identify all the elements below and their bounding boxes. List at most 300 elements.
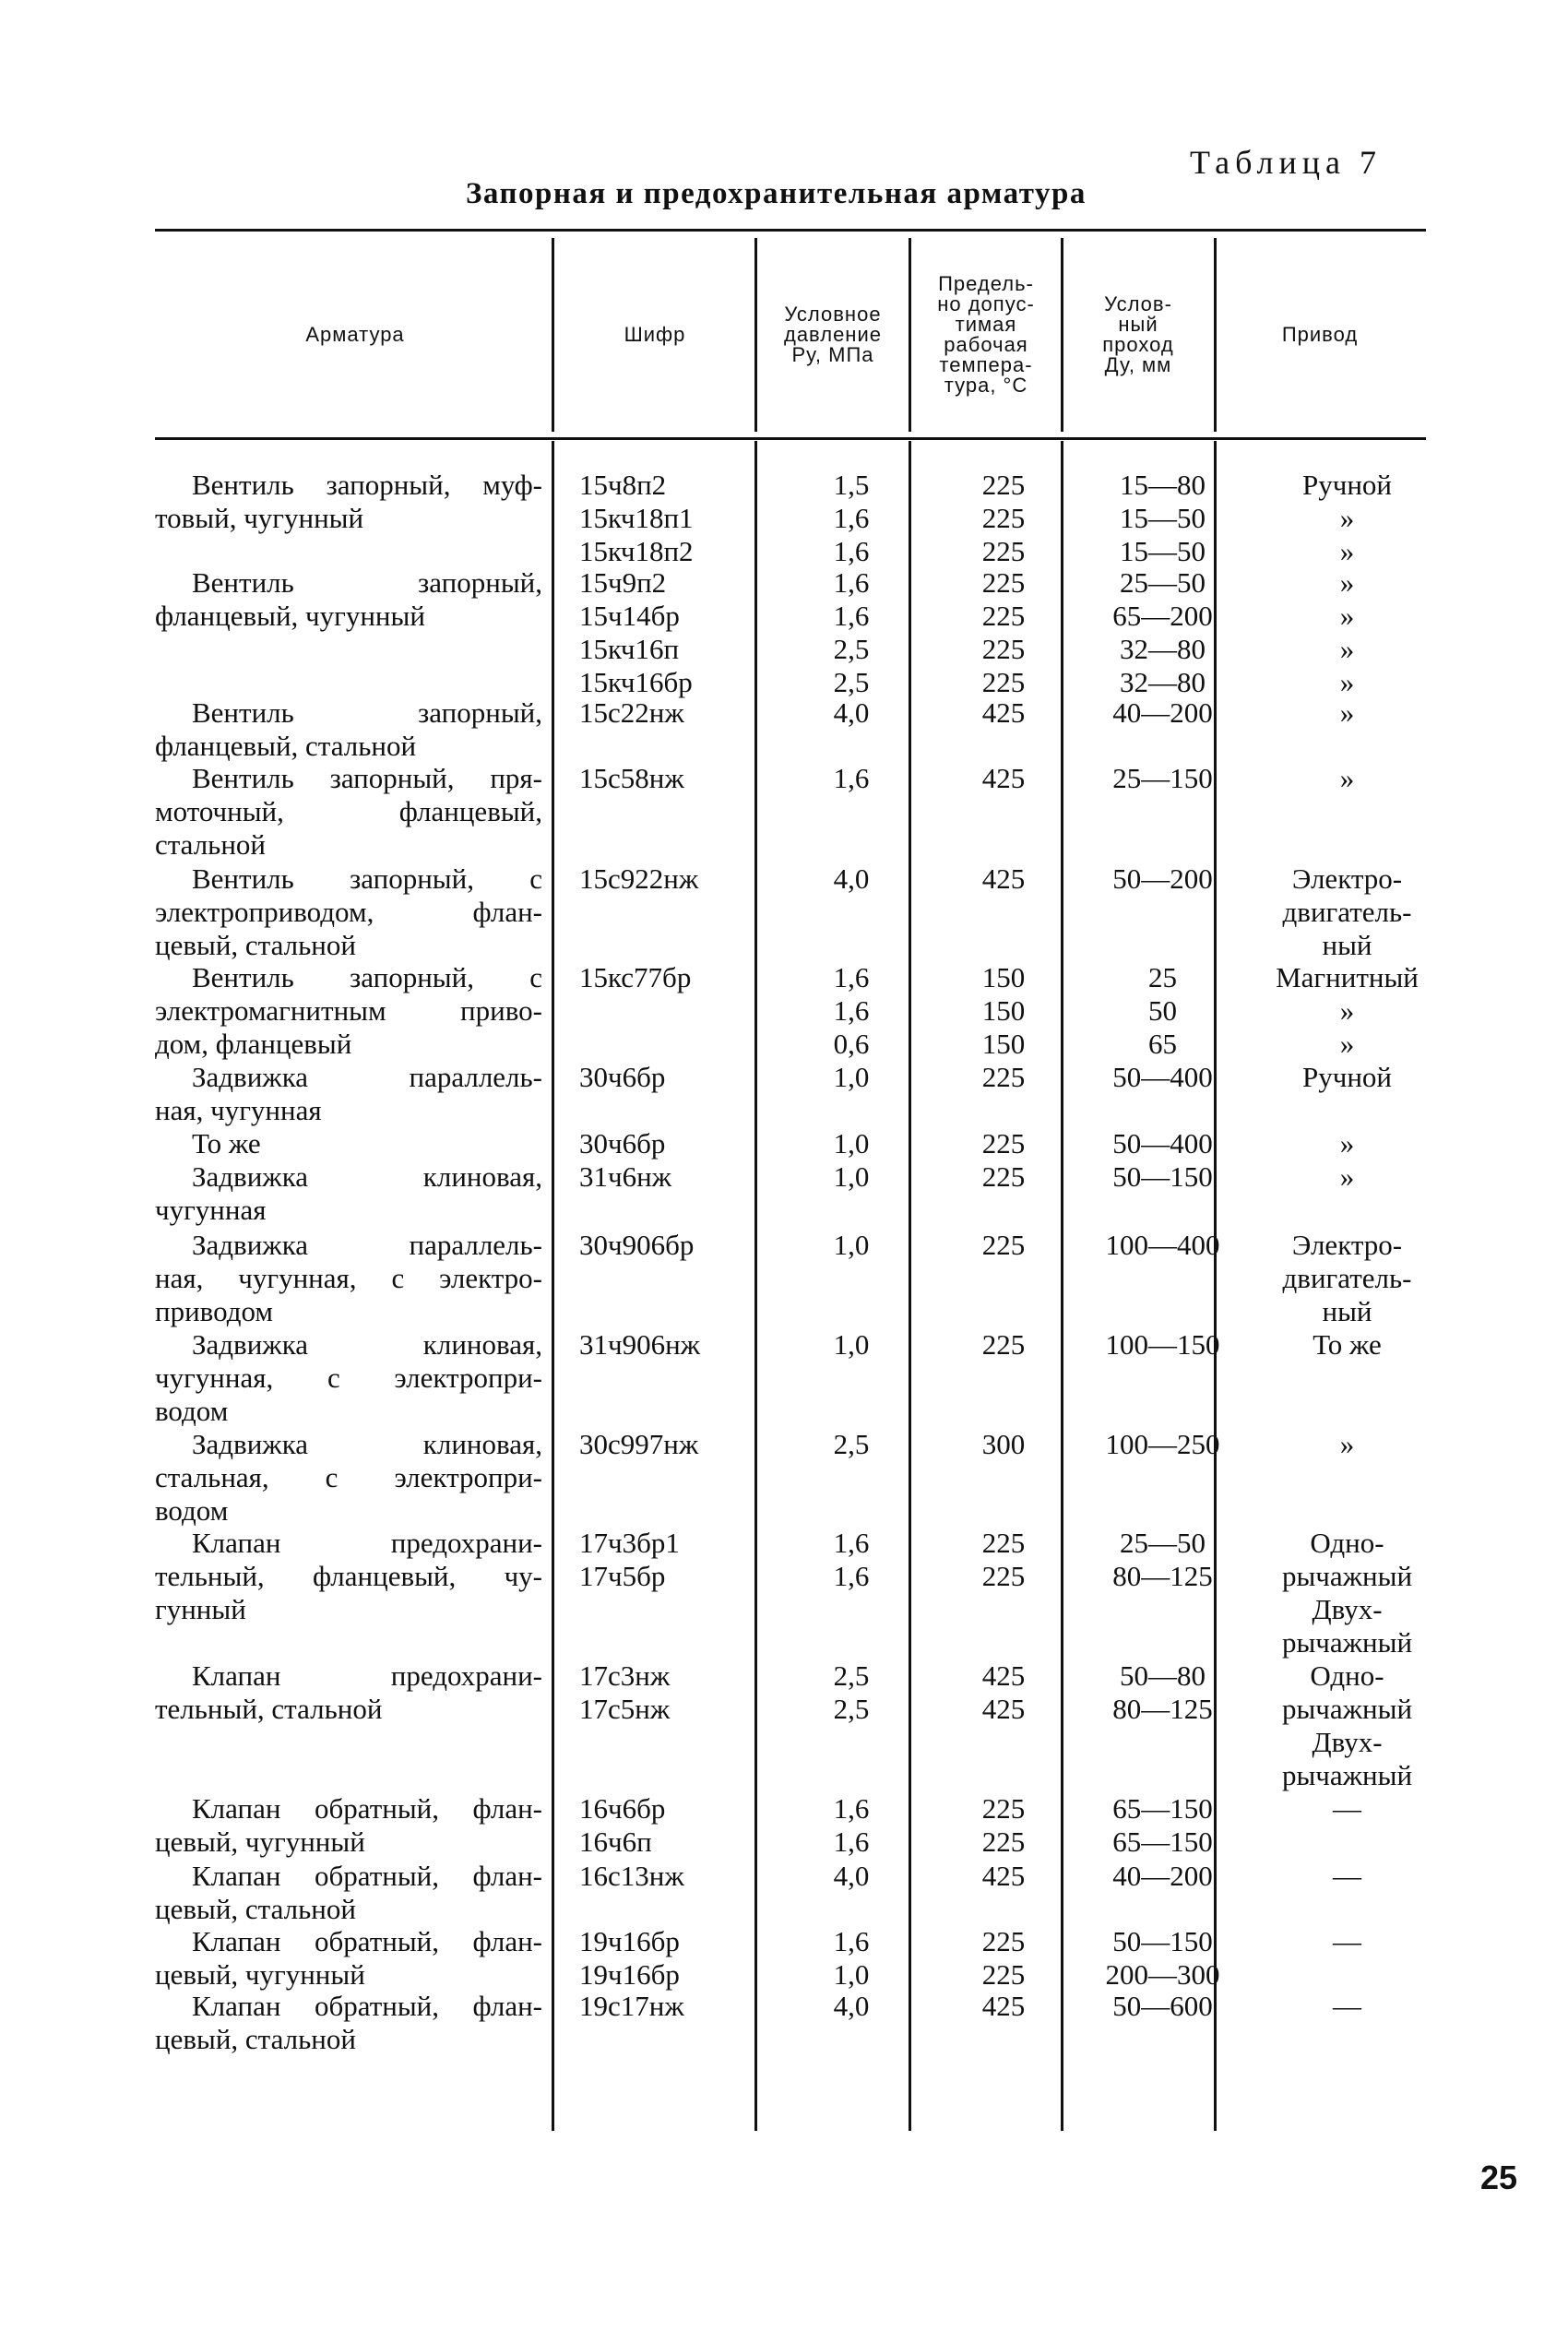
- armatura-line: чугунная: [155, 1194, 267, 1226]
- temperature-cell: [944, 1527, 1063, 1593]
- code-cell-value: 16ч6п: [579, 1826, 652, 1858]
- passage-cell-value: 50: [1148, 994, 1177, 1027]
- pressure-cell-value: 1,0: [833, 1127, 870, 1160]
- drive-cell: [1262, 1127, 1432, 1160]
- armatura-line: фланцевый, стальной: [155, 730, 417, 762]
- drive-cell-value: »: [1339, 600, 1355, 632]
- passage-cell: [1082, 566, 1243, 699]
- passage-cell: [1082, 1527, 1243, 1593]
- code-cell: [579, 1792, 754, 1859]
- code-cell-value: 19ч16бр: [579, 1925, 680, 1957]
- drive-cell: [1262, 1792, 1432, 1826]
- header-passage: Услов- ный проход Ду, мм: [1102, 292, 1174, 376]
- passage-cell: [1082, 1792, 1243, 1859]
- drive-cell: [1262, 961, 1432, 1061]
- temperature-cell-value: 225: [981, 1826, 1026, 1858]
- col-divider: [1214, 238, 1217, 432]
- col-divider: [1061, 238, 1063, 432]
- temperature-cell-value: 425: [981, 696, 1026, 729]
- header-drive: Привод: [1281, 323, 1359, 346]
- drive-cell-value: То же: [1313, 1328, 1382, 1361]
- armatura-cell: [155, 469, 542, 535]
- drive-cell-value: »: [1339, 566, 1355, 599]
- pressure-cell-value: 2,5: [833, 1428, 870, 1460]
- passage-cell-value: 32—80: [1120, 633, 1206, 665]
- pressure-cell-value: 1,6: [833, 994, 870, 1027]
- pressure-cell: [796, 1860, 907, 1893]
- pressure-cell-value: 1,6: [833, 762, 870, 794]
- armatura-cell: [155, 1127, 542, 1160]
- pressure-cell-value: 1,0: [833, 1958, 870, 1991]
- armatura-line: моточный, фланцевый,: [155, 795, 542, 827]
- temperature-cell: [944, 1659, 1063, 1726]
- pressure-cell-value: 0,6: [833, 1028, 870, 1060]
- pressure-cell-value: 4,0: [833, 862, 870, 895]
- passage-cell-value: 100—150: [1105, 1328, 1220, 1361]
- temperature-cell-value: 225: [981, 1229, 1026, 1261]
- armatura-cell: [155, 1925, 542, 1992]
- armatura-cell: [155, 1990, 542, 2056]
- passage-cell-value: 25—150: [1112, 762, 1213, 794]
- passage-cell-value: 25—50: [1120, 1527, 1206, 1559]
- drive-cell-value: »: [1339, 994, 1355, 1027]
- code-cell: [579, 1527, 754, 1593]
- armatura-line: Задвижка клиновая,: [192, 1160, 542, 1193]
- pressure-cell-value: 1,6: [833, 1560, 870, 1592]
- passage-cell-value: 65: [1148, 1028, 1177, 1060]
- armatura-line: водом: [155, 1494, 229, 1527]
- passage-cell: [1082, 1860, 1243, 1893]
- temperature-cell-value: 225: [981, 1925, 1026, 1957]
- code-cell-value: 15ч9п2: [579, 566, 667, 599]
- drive-cell-value: ный: [1322, 1295, 1372, 1327]
- pressure-cell: [796, 1428, 907, 1461]
- temperature-cell-value: 425: [981, 1659, 1026, 1692]
- temperature-cell: [944, 1061, 1063, 1094]
- code-cell: [579, 1061, 754, 1094]
- temperature-cell-value: 425: [981, 1990, 1026, 2022]
- pressure-cell-value: 2,5: [833, 1693, 870, 1725]
- armatura-line: ная, чугунная, с электро-: [155, 1262, 542, 1294]
- drive-cell: [1262, 1527, 1432, 1659]
- temperature-cell-value: 225: [981, 600, 1026, 632]
- code-cell-value: 15с22нж: [579, 696, 684, 729]
- armatura-line: фланцевый, чугунный: [155, 600, 425, 632]
- temperature-cell: [944, 1792, 1063, 1859]
- code-cell: [579, 469, 754, 568]
- drive-cell: [1262, 1160, 1432, 1194]
- armatura-line: цевый, стальной: [155, 1893, 356, 1925]
- pressure-cell: [796, 961, 907, 1061]
- temperature-cell-value: 425: [981, 762, 1026, 794]
- code-cell-value: 17ч5бр: [579, 1560, 666, 1592]
- code-cell-value: 30ч6бр: [579, 1061, 666, 1093]
- code-cell-value: 30с997нж: [579, 1428, 699, 1460]
- passage-cell-value: 25: [1148, 961, 1177, 993]
- passage-cell-value: 15—80: [1120, 469, 1206, 501]
- pressure-cell-value: 1,0: [833, 1061, 870, 1093]
- code-cell-value: 15кс77бр: [579, 961, 692, 993]
- temperature-cell-value: 150: [981, 1028, 1026, 1060]
- code-cell-value: 15кч18п2: [579, 535, 694, 567]
- passage-cell-value: 100—400: [1105, 1229, 1220, 1261]
- armatura-cell: [155, 961, 542, 1061]
- header-armatura: Арматура: [305, 323, 405, 346]
- pressure-cell-value: 1,0: [833, 1160, 870, 1193]
- temperature-cell-value: 225: [981, 1127, 1026, 1160]
- armatura-line: Клапан обратный, флан-: [192, 1792, 542, 1825]
- pressure-cell-value: 1,6: [833, 1826, 870, 1858]
- code-cell-value: 15ч14бр: [579, 600, 680, 632]
- passage-cell-value: 32—80: [1120, 666, 1206, 698]
- pressure-cell-value: 1,6: [833, 502, 870, 534]
- armatura-line: Задвижка клиновая,: [192, 1428, 542, 1460]
- armatura-line: То же: [192, 1127, 261, 1160]
- code-cell-value: 31ч6нж: [579, 1160, 672, 1193]
- armatura-line: Вентиль запорный,: [192, 696, 542, 729]
- code-cell-value: 15с922нж: [579, 862, 699, 895]
- passage-cell-value: 50—150: [1112, 1160, 1213, 1193]
- code-cell-value: 17с3нж: [579, 1659, 671, 1692]
- passage-cell-value: 100—250: [1105, 1428, 1220, 1460]
- temperature-cell: [944, 1428, 1063, 1461]
- passage-cell: [1082, 1229, 1243, 1262]
- code-cell: [579, 1428, 754, 1461]
- pressure-cell: [796, 1659, 907, 1726]
- pressure-cell-value: 1,6: [833, 535, 870, 567]
- armatura-cell: [155, 1428, 542, 1528]
- pressure-cell-value: 2,5: [833, 1659, 870, 1692]
- temperature-cell-value: 225: [981, 1328, 1026, 1361]
- drive-cell-value: Магнитный: [1276, 961, 1419, 993]
- passage-cell: [1082, 961, 1243, 1061]
- passage-cell: [1082, 1061, 1243, 1094]
- temperature-cell: [944, 1860, 1063, 1893]
- header-bottom-rule: [155, 437, 1426, 440]
- pressure-cell: [796, 1061, 907, 1094]
- passage-cell-value: 65—150: [1112, 1792, 1213, 1825]
- pressure-cell: [796, 469, 907, 568]
- temperature-cell-value: 425: [981, 862, 1026, 895]
- temperature-cell: [944, 961, 1063, 1061]
- code-cell: [579, 762, 754, 795]
- passage-cell-value: 15—50: [1120, 502, 1206, 534]
- drive-cell-value: рычажный: [1281, 1693, 1413, 1725]
- armatura-line: Задвижка параллель-: [192, 1229, 542, 1261]
- code-cell-value: 15кч16п: [579, 633, 680, 665]
- armatura-line: Вентиль запорный, муф-: [192, 469, 542, 501]
- armatura-line: цевый, стальной: [155, 2023, 356, 2055]
- passage-cell: [1082, 1925, 1243, 1992]
- pressure-cell-value: 1,6: [833, 1527, 870, 1559]
- pressure-cell: [796, 1328, 907, 1362]
- code-cell-value: 17с5нж: [579, 1693, 671, 1725]
- pressure-cell-value: 2,5: [833, 633, 870, 665]
- header-temperature: Предель- но допус- тимая рабочая темпера- тура, °С: [937, 272, 1035, 397]
- armatura-cell: [155, 1860, 542, 1926]
- armatura-line: Клапан предохрани-: [192, 1527, 542, 1559]
- temperature-cell: [944, 469, 1063, 568]
- passage-cell-value: 50—400: [1112, 1061, 1213, 1093]
- pressure-cell-value: 4,0: [833, 1860, 870, 1892]
- code-cell-value: 15ч8п2: [579, 469, 667, 501]
- code-cell-value: 30ч906бр: [579, 1229, 695, 1261]
- drive-cell-value: »: [1339, 535, 1355, 567]
- drive-cell: [1262, 862, 1432, 962]
- pressure-cell: [796, 762, 907, 795]
- temperature-cell-value: 225: [981, 1160, 1026, 1193]
- drive-cell-value: Одно-: [1310, 1527, 1384, 1559]
- armatura-line: дом, фланцевый: [155, 1028, 352, 1060]
- drive-cell-value: —: [1333, 1990, 1361, 2022]
- passage-cell: [1082, 1990, 1243, 2023]
- table-label: Таблица 7: [1190, 144, 1382, 181]
- temperature-cell-value: 425: [981, 1860, 1026, 1892]
- drive-cell-value: »: [1339, 666, 1355, 698]
- passage-cell-value: 25—50: [1120, 566, 1206, 599]
- armatura-line: Клапан обратный, флан-: [192, 1990, 542, 2022]
- pressure-cell: [796, 1792, 907, 1859]
- col-divider: [552, 238, 554, 432]
- code-cell-value: 30ч6бр: [579, 1127, 666, 1160]
- passage-cell-value: 40—200: [1112, 1860, 1213, 1892]
- code-cell-value: 16ч6бр: [579, 1792, 666, 1825]
- temperature-cell: [944, 862, 1063, 896]
- drive-cell-value: —: [1333, 1925, 1361, 1957]
- armatura-line: Вентиль запорный,: [192, 566, 542, 599]
- armatura-line: гунный: [155, 1593, 246, 1625]
- armatura-cell: [155, 1061, 542, 1127]
- pressure-cell: [796, 566, 907, 699]
- armatura-line: тельный, фланцевый, чу-: [155, 1560, 542, 1592]
- pressure-cell: [796, 696, 907, 730]
- drive-cell-value: Электро-: [1291, 862, 1403, 895]
- passage-cell: [1082, 1328, 1243, 1362]
- code-cell-value: 16с13нж: [579, 1860, 684, 1892]
- code-cell: [579, 1990, 754, 2023]
- pressure-cell-value: 1,0: [833, 1229, 870, 1261]
- passage-cell: [1082, 1127, 1243, 1160]
- col-divider: [754, 238, 757, 432]
- armatura-line: цевый, чугунный: [155, 1826, 365, 1858]
- passage-cell: [1082, 762, 1243, 795]
- code-cell: [579, 1160, 754, 1194]
- drive-cell-value: »: [1339, 696, 1355, 729]
- temperature-cell: [944, 762, 1063, 795]
- pressure-cell: [796, 1229, 907, 1262]
- armatura-line: Клапан предохрани-: [192, 1659, 542, 1692]
- drive-cell-value: Двух-: [1312, 1726, 1383, 1758]
- code-cell-value: 19с17нж: [579, 1990, 684, 2022]
- pressure-cell-value: 1,6: [833, 1925, 870, 1957]
- temperature-cell-value: 150: [981, 961, 1026, 993]
- code-cell: [579, 961, 754, 994]
- temperature-cell: [944, 696, 1063, 730]
- drive-cell-value: Электро-: [1291, 1229, 1403, 1261]
- passage-cell: [1082, 469, 1243, 568]
- temperature-cell: [944, 1229, 1063, 1262]
- armatura-cell: [155, 1328, 542, 1428]
- temperature-cell: [944, 1925, 1063, 1992]
- drive-cell-value: двигатель-: [1282, 1262, 1412, 1294]
- armatura-line: Клапан обратный, флан-: [192, 1925, 542, 1957]
- pressure-cell-value: 1,6: [833, 1792, 870, 1825]
- armatura-line: Задвижка клиновая,: [192, 1328, 542, 1361]
- drive-cell: [1262, 1428, 1432, 1461]
- passage-cell-value: 50—200: [1112, 862, 1213, 895]
- drive-cell-value: Ручной: [1301, 469, 1392, 501]
- pressure-cell: [796, 1527, 907, 1593]
- temperature-cell: [944, 1160, 1063, 1194]
- temperature-cell: [944, 566, 1063, 699]
- armatura-cell: [155, 1160, 542, 1227]
- passage-cell-value: 50—150: [1112, 1925, 1213, 1957]
- drive-cell-value: »: [1339, 502, 1355, 534]
- armatura-line: товый, чугунный: [155, 502, 364, 534]
- code-cell: [579, 1127, 754, 1160]
- drive-cell: [1262, 1229, 1432, 1328]
- col-divider: [552, 441, 554, 2131]
- header-shifr: Шифр: [624, 323, 686, 346]
- passage-cell: [1082, 1659, 1243, 1726]
- pressure-cell: [796, 1127, 907, 1160]
- temperature-cell-value: 300: [981, 1428, 1026, 1460]
- pressure-cell-value: 4,0: [833, 1990, 870, 2022]
- temperature-cell: [944, 1328, 1063, 1362]
- armatura-cell: [155, 1527, 542, 1626]
- pressure-cell-value: 1,6: [833, 566, 870, 599]
- code-cell: [579, 862, 754, 896]
- temperature-cell-value: 150: [981, 994, 1026, 1027]
- pressure-cell-value: 1,6: [833, 961, 870, 993]
- code-cell-value: 19ч16бр: [579, 1958, 680, 1991]
- pressure-cell: [796, 1990, 907, 2023]
- pressure-cell-value: 1,0: [833, 1328, 870, 1361]
- armatura-line: цевый, чугунный: [155, 1958, 365, 1991]
- drive-cell: [1262, 762, 1432, 795]
- drive-cell: [1262, 1328, 1432, 1362]
- table-top-rule: [155, 229, 1426, 232]
- temperature-cell-value: 225: [981, 1061, 1026, 1093]
- passage-cell-value: 40—200: [1112, 696, 1213, 729]
- drive-cell: [1262, 1925, 1432, 1958]
- armatura-line: Вентиль запорный, с: [192, 961, 542, 993]
- drive-cell: [1262, 1659, 1432, 1792]
- pressure-cell: [796, 862, 907, 896]
- pressure-cell: [796, 1160, 907, 1194]
- drive-cell: [1262, 566, 1432, 699]
- drive-cell: [1262, 1860, 1432, 1893]
- code-cell: [579, 1925, 754, 1992]
- drive-cell-value: рычажный: [1281, 1626, 1413, 1659]
- temperature-cell-value: 225: [981, 1792, 1026, 1825]
- code-cell-value: 17ч3бр1: [579, 1527, 680, 1559]
- drive-cell-value: »: [1339, 633, 1355, 665]
- pressure-cell-value: 1,6: [833, 600, 870, 632]
- passage-cell-value: 200—300: [1105, 1958, 1220, 1991]
- armatura-line: стальная, с электропри-: [155, 1461, 542, 1493]
- drive-cell: [1262, 1990, 1432, 2023]
- armatura-line: ная, чугунная: [155, 1094, 322, 1126]
- temperature-cell: [944, 1990, 1063, 2023]
- code-cell: [579, 1328, 754, 1362]
- drive-cell-value: »: [1339, 1428, 1355, 1460]
- armatura-cell: [155, 1792, 542, 1859]
- armatura-line: чугунная, с электропри-: [155, 1362, 542, 1394]
- drive-cell-value: —: [1333, 1792, 1361, 1825]
- drive-cell-value: »: [1339, 1127, 1355, 1160]
- armatura-line: Вентиль запорный, пря-: [192, 762, 542, 794]
- col-divider: [909, 238, 911, 432]
- armatura-cell: [155, 762, 542, 862]
- pressure-cell: [796, 1925, 907, 1992]
- passage-cell: [1082, 1160, 1243, 1194]
- passage-cell-value: 50—80: [1120, 1659, 1206, 1692]
- armatura-line: приводом: [155, 1295, 274, 1327]
- temperature-cell-value: 225: [981, 502, 1026, 534]
- header-pressure: Условное давление Pу, МПа: [783, 303, 882, 366]
- armatura-cell: [155, 696, 542, 763]
- armatura-line: электромагнитным приво-: [155, 994, 542, 1027]
- pressure-cell-value: 2,5: [833, 666, 870, 698]
- drive-cell-value: »: [1339, 1160, 1355, 1193]
- passage-cell: [1082, 696, 1243, 730]
- passage-cell-value: 50—400: [1112, 1127, 1213, 1160]
- drive-cell: [1262, 696, 1432, 730]
- passage-cell-value: 50—600: [1112, 1990, 1213, 2022]
- code-cell: [579, 1229, 754, 1262]
- armatura-line: Клапан обратный, флан-: [192, 1860, 542, 1892]
- armatura-line: стальной: [155, 828, 267, 861]
- code-cell-value: 15кч18п1: [579, 502, 694, 534]
- col-divider: [909, 441, 911, 2131]
- table-title: Запорная и предохранительная арматура: [466, 177, 1087, 210]
- temperature-cell-value: 225: [981, 469, 1026, 501]
- passage-cell: [1082, 862, 1243, 896]
- armatura-cell: [155, 862, 542, 962]
- passage-cell-value: 15—50: [1120, 535, 1206, 567]
- pressure-cell-value: 1,5: [833, 469, 870, 501]
- drive-cell-value: Двух-: [1312, 1593, 1383, 1625]
- armatura-cell: [155, 566, 542, 633]
- temperature-cell-value: 225: [981, 633, 1026, 665]
- code-cell: [579, 696, 754, 730]
- passage-cell: [1082, 1428, 1243, 1461]
- code-cell: [579, 1659, 754, 1726]
- armatura-line: Вентиль запорный, с: [192, 862, 542, 895]
- temperature-cell-value: 225: [981, 535, 1026, 567]
- pressure-cell-value: 4,0: [833, 696, 870, 729]
- armatura-cell: [155, 1229, 542, 1328]
- temperature-cell-value: 225: [981, 1958, 1026, 1991]
- drive-cell-value: рычажный: [1281, 1759, 1413, 1791]
- drive-cell-value: Одно-: [1310, 1659, 1384, 1692]
- passage-cell-value: 65—150: [1112, 1826, 1213, 1858]
- code-cell: [579, 1860, 754, 1893]
- temperature-cell-value: 225: [981, 1560, 1026, 1592]
- code-cell: [579, 566, 754, 699]
- temperature-cell-value: 225: [981, 566, 1026, 599]
- passage-cell-value: 80—125: [1112, 1560, 1213, 1592]
- drive-cell-value: двигатель-: [1282, 896, 1412, 928]
- code-cell-value: 15с58нж: [579, 762, 684, 794]
- drive-cell-value: »: [1339, 1028, 1355, 1060]
- armatura-line: цевый, стальной: [155, 929, 356, 961]
- col-divider: [754, 441, 757, 2131]
- armatura-cell: [155, 1659, 542, 1726]
- passage-cell-value: 65—200: [1112, 600, 1213, 632]
- code-cell-value: 15кч16бр: [579, 666, 693, 698]
